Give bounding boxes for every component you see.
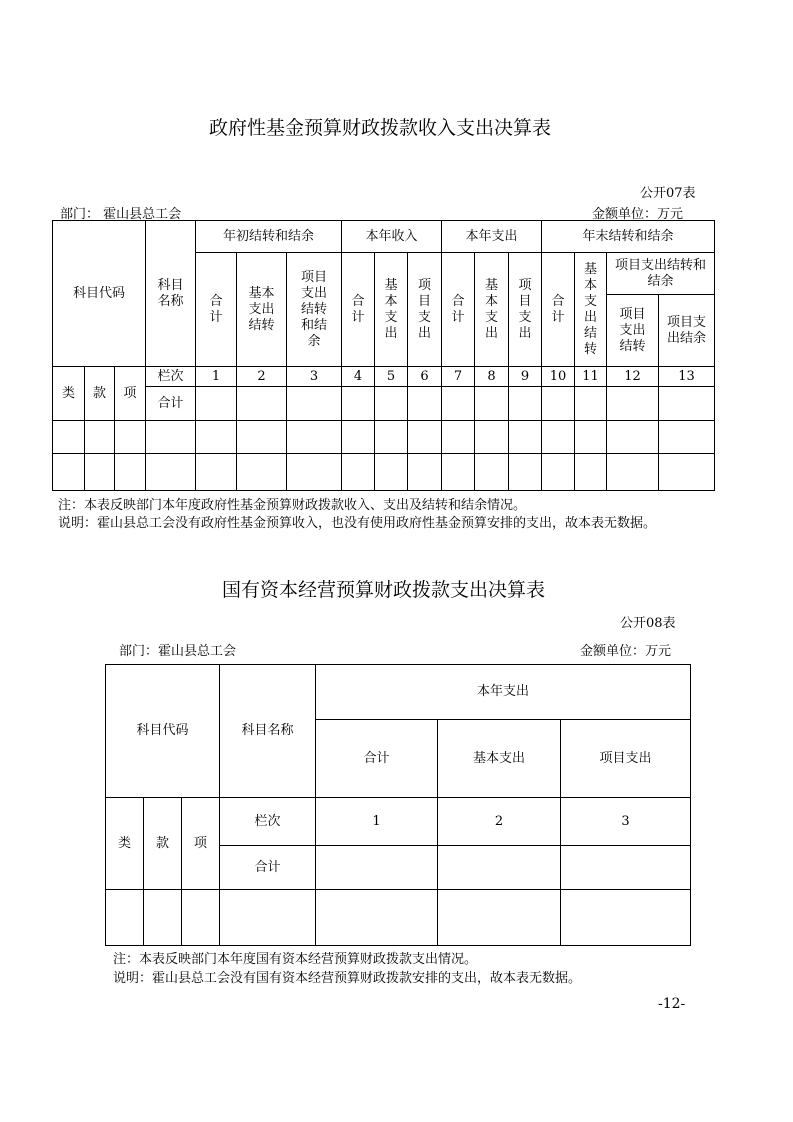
table2-note: 注：本表反映部门本年度国有资本经营预算财政拨款支出情况。 [113, 952, 478, 967]
t2-header-current-expenditure: 本年支出 [316, 665, 691, 720]
table1-department: 部门： 霍山县总工会 [60, 207, 182, 222]
table2-title: 国有资本经营预算财政拨款支出决算表 [222, 579, 546, 601]
table2-code: 公开08表 [620, 616, 676, 631]
header-subject-code: 科目代码 [53, 221, 146, 367]
col-num: 3 [287, 367, 342, 387]
table1-code: 公开07表 [640, 186, 696, 201]
col-num: 2 [438, 798, 561, 846]
t2-col-total: 合计 [316, 720, 438, 798]
col-opening-total: 合计 [196, 253, 237, 367]
table2-unit: 金额单位：万元 [580, 644, 672, 659]
table2 [105, 664, 691, 946]
t2-col-basic: 基本支出 [438, 720, 561, 798]
header-closing-balance: 年末结转和结余 [542, 221, 715, 253]
table1-unit: 金额单位：万元 [592, 207, 684, 222]
page-number: -12- [658, 996, 686, 1012]
t2-header-xiang: 项 [182, 798, 220, 890]
header-kuan: 款 [85, 367, 115, 421]
header-xiang: 项 [115, 367, 146, 421]
t2-col-project: 项目支出 [561, 720, 691, 798]
table1 [52, 220, 715, 491]
header-opening-balance: 年初结转和结余 [196, 221, 342, 253]
col-num: 3 [561, 798, 691, 846]
col-opening-basic-carry: 基本支出结转 [237, 253, 287, 367]
col-num: 11 [575, 367, 607, 387]
col-income-total: 合计 [342, 253, 375, 367]
table-row [53, 387, 715, 421]
col-num: 5 [375, 367, 408, 387]
table1-explanation: 说明：霍山县总工会没有政府性基金预算收入，也没有使用政府性基金预算安排的支出，故本表无数据。 [58, 516, 657, 531]
header-column-index: 栏次 [146, 367, 196, 387]
table-row [53, 454, 715, 491]
col-num: 4 [342, 367, 375, 387]
col-num: 2 [237, 367, 287, 387]
table-row [106, 890, 691, 946]
table1-note: 注：本表反映部门本年度政府性基金预算财政拨款收入、支出及结转和结余情况。 [58, 498, 527, 513]
col-expenditure-project: 项目支出 [509, 253, 542, 367]
t2-header-column-index: 栏次 [220, 798, 316, 846]
t2-header-kuan: 款 [144, 798, 182, 890]
header-current-expenditure: 本年支出 [442, 221, 542, 253]
col-closing-project-carry: 项目支出结转 [607, 295, 659, 367]
col-num: 13 [659, 367, 715, 387]
table2-department: 部门：霍山县总工会 [119, 644, 237, 659]
t2-total-row-label: 合计 [220, 846, 316, 890]
header-current-income: 本年收入 [342, 221, 442, 253]
col-num: 12 [607, 367, 659, 387]
col-num: 1 [196, 367, 237, 387]
col-closing-total: 合计 [542, 253, 575, 367]
col-num: 6 [408, 367, 442, 387]
t2-header-subject-code: 科目代码 [106, 665, 220, 798]
header-closing-project: 项目支出结转和结余 [607, 253, 715, 295]
header-lei: 类 [53, 367, 85, 421]
col-num: 9 [509, 367, 542, 387]
header-subject-name: 科目名称 [146, 221, 196, 367]
table2-explanation: 说明：霍山县总工会没有国有资本经营预算财政拨款安排的支出，故本表无数据。 [113, 971, 582, 986]
table-row [53, 421, 715, 454]
col-income-project: 项目支出 [408, 253, 442, 367]
col-income-basic: 基本支出 [375, 253, 408, 367]
table1-title: 政府性基金预算财政拨款收入支出决算表 [209, 117, 552, 139]
t2-header-subject-name: 科目名称 [220, 665, 316, 798]
col-num: 10 [542, 367, 575, 387]
total-row-label: 合计 [146, 387, 196, 421]
col-num: 8 [475, 367, 509, 387]
col-opening-project-carry: 项目支出结转和结余 [287, 253, 342, 367]
col-num: 7 [442, 367, 475, 387]
col-expenditure-basic: 基本支出 [475, 253, 509, 367]
col-closing-basic-carry: 基本支出结转 [575, 253, 607, 367]
col-num: 1 [316, 798, 438, 846]
col-closing-project-surplus: 项目支出结余 [659, 295, 715, 367]
t2-header-lei: 类 [106, 798, 144, 890]
col-expenditure-total: 合计 [442, 253, 475, 367]
